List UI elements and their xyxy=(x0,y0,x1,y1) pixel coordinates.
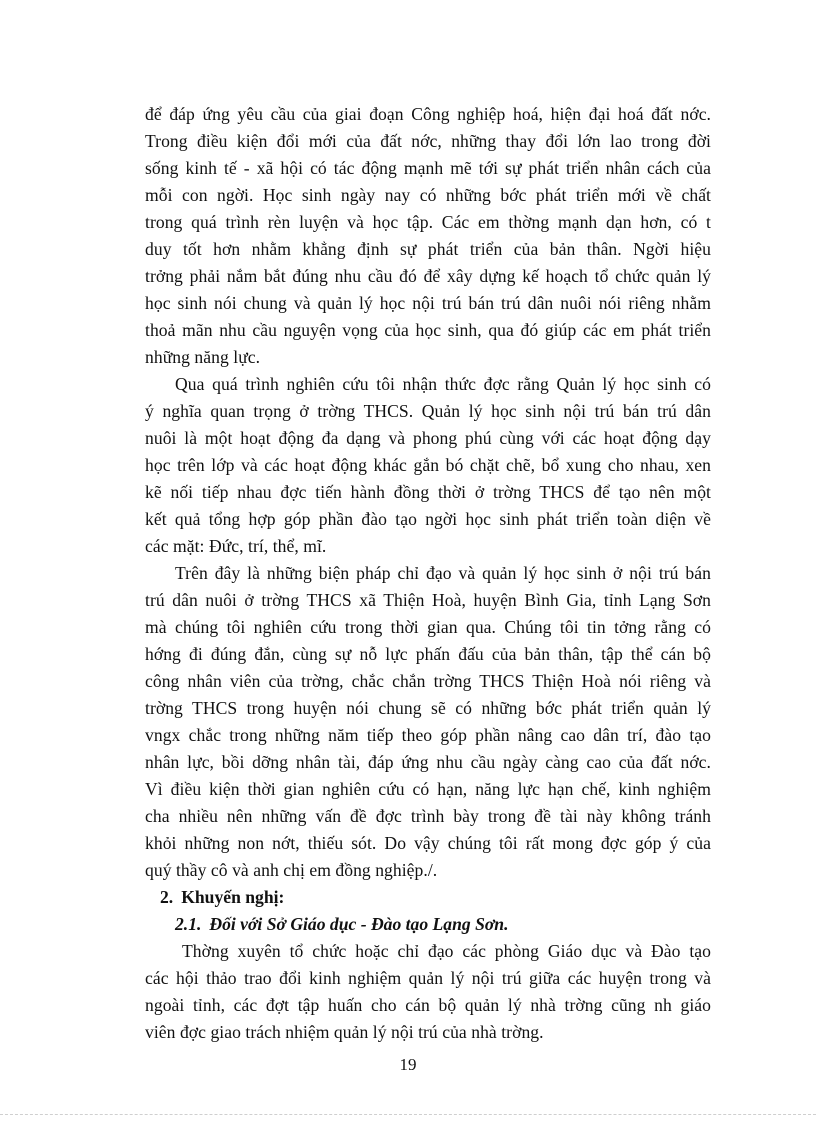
text-line: mỗi con ngời. Học sinh ngày nay có những bớc phát triển mới về chất xyxy=(145,185,711,205)
subsection-heading xyxy=(175,911,508,938)
section-title: Khuyến nghị: xyxy=(181,887,285,907)
text-line: công nhân viên của trờng, chắc chắn trờng THCS Thiện Hoà nói riêng và xyxy=(145,671,711,691)
text-line: thoả mãn nhu cầu nguyện vọng của học sinh, qua đó giúp các em phát triển xyxy=(145,320,711,340)
text-line: Trên đây là những biện pháp chỉ đạo và quản lý học sinh ở nội trú bán xyxy=(175,563,711,583)
text-line: kẽ nối tiếp nhau đợc tiến hành đồng thời ở trờng THCS để tạo nên một xyxy=(145,482,711,502)
text-line: những năng lực. xyxy=(145,347,261,367)
text-line: để đáp ứng yêu cầu của giai đoạn Công nghiệp hoá, hiện đại hoá đất nớc. xyxy=(145,104,711,124)
text-line: khỏi những non nớt, thiếu sót. Do vậy chúng tôi rất mong đợc góp ý của xyxy=(145,833,711,853)
text-line: Qua quá trình nghiên cứu tôi nhận thức đợc rằng Quản lý học sinh có xyxy=(175,374,711,394)
text-line: cha nhiều nên những vấn đề đợc trình bày trong đề tài này không tránh xyxy=(145,806,711,826)
text-line: trởng phải nắm bắt đúng nhu cầu đó để xây dựng kế hoạch tổ chức quản lý xyxy=(145,266,711,286)
text-line: kết quả tổng hợp góp phần đào tạo ngời học sinh phát triển toàn diện về xyxy=(145,509,711,529)
text-line: Trong điều kiện đổi mới của đất nớc, những thay đổi lớn lao trong đời xyxy=(145,131,711,151)
section-heading xyxy=(160,884,284,911)
text-line: nhân lực, bồi dỡng nhân tài, đáp ứng nhu cầu ngày càng cao của đất nớc. xyxy=(145,752,711,772)
text-line: các hội thảo trao đổi kinh nghiệm quản lý nội trú giữa các huyện trong và xyxy=(145,968,711,988)
text-line: trú dân nuôi ở trờng THCS xã Thiện Hoà, huyện Bình Gia, tỉnh Lạng Sơn xyxy=(145,590,711,610)
text-line: Vì điều kiện thời gian nghiên cứu có hạn, năng lực hạn chế, kinh nghiệm xyxy=(145,779,711,799)
text-line: ngoài tỉnh, các đợt tập huấn cho cán bộ quản lý nhà trờng cũng nh giáo xyxy=(145,995,711,1015)
text-line: học trên lớp và các hoạt động khác gắn bó chặt chẽ, bổ xung cho nhau, xen xyxy=(145,455,711,475)
page-number: 19 xyxy=(399,1055,417,1074)
text-line: duy tốt hơn nhằm khẳng định sự phát triển của bản thân. Ngời hiệu xyxy=(145,239,711,259)
text-line: quý thầy cô và anh chị em đồng nghiệp./. xyxy=(145,860,438,880)
text-line: vngx chắc trong những năm tiếp theo góp phần nâng cao dân trí, đào tạo xyxy=(145,725,711,745)
text-line: học sinh nói chung và quản lý học nội trú bán trú dân nuôi nói riêng nhằm xyxy=(145,293,711,313)
section-number: 2. xyxy=(160,887,174,907)
text-line: ý nghĩa quan trọng ở trờng THCS. Quản lý học sinh nội trú bán trú dân xyxy=(145,401,711,421)
text-line: các mặt: Đức, trí, thể, mĩ. xyxy=(145,536,327,556)
subsection-title: Đối với Sở Giáo dục - Đào tạo Lạng Sơn. xyxy=(209,914,509,934)
text-line: nuôi là một hoạt động đa dạng và phong phú cùng với các hoạt động dạy xyxy=(145,428,711,448)
text-line: hớng đi đúng đắn, cùng sự nỗ lực phấn đấu của bản thân, tập thể cán bộ xyxy=(145,644,711,664)
text-line: viên đợc giao trách nhiệm quản lý nội trú của nhà trờng. xyxy=(145,1022,544,1042)
text-line: trong quá trình rèn luyện và học tập. Các em thờng mạnh dạn hơn, có t xyxy=(145,212,711,232)
text-line: sống kinh tế - xã hội có tác động mạnh mẽ tới sự phát triển nhân cách của xyxy=(145,158,711,178)
text-line: Thờng xuyên tổ chức hoặc chỉ đạo các phòng Giáo dục và Đào tạo xyxy=(182,941,711,961)
text-line: trờng THCS trong huyện nói chung sẽ có những bớc phát triển quản lý xyxy=(145,698,711,718)
text-line: mà chúng tôi nghiên cứu trong thời gian qua. Chúng tôi tin tởng rằng có xyxy=(145,617,711,637)
subsection-number: 2.1. xyxy=(175,914,202,934)
page-bottom-divider xyxy=(0,1114,816,1115)
